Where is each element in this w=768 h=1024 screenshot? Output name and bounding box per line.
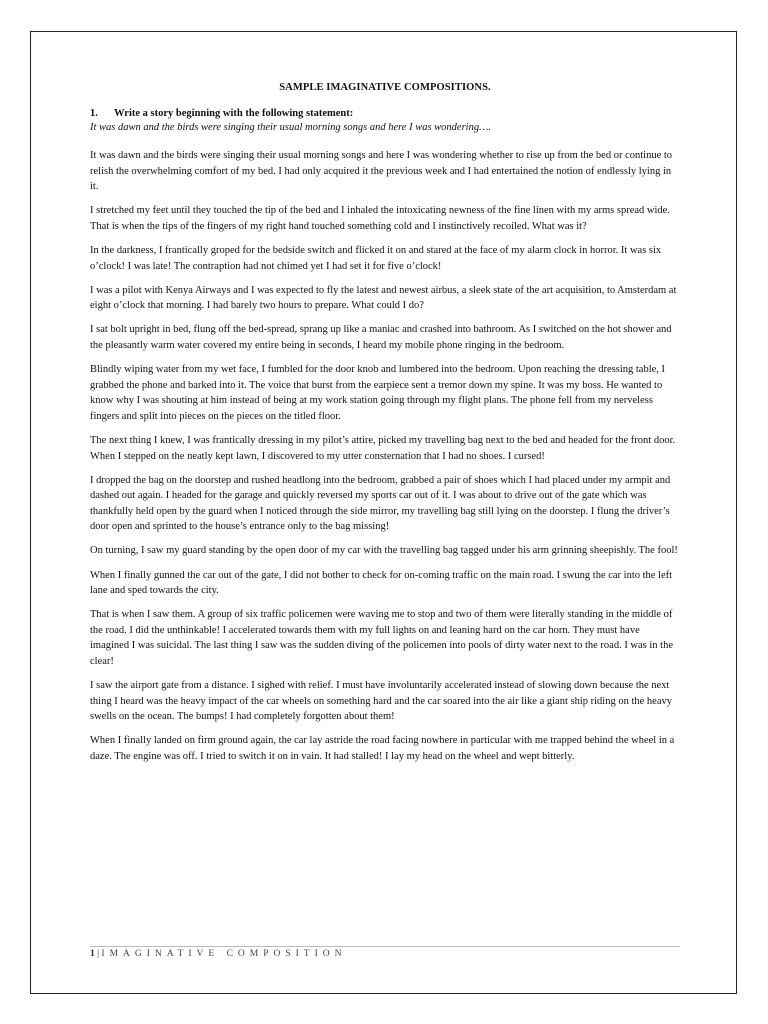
paragraph: Blindly wiping water from my wet face, I fumbled for the door knob and lumbered into the bedroom. Upon reaching the dressing table, I grabbed the phone and barked into it. The voice that burst from the earpiece sent a tremor down my spine. It was my boss. He wanted to know why I was shouting at him instead of being at my work station going through my flight plans. The phone fell from my nerveless fingers and split into pieces on the pieces on the titled floor.	[90, 364, 666, 422]
paragraph: In the darkness, I frantically groped for the bedside switch and flicked it on and stared at the face of my alarm clock in horror. It was six o’clock! I was late! The contraption had not chimed yet I had set it for five o’clock!	[90, 244, 662, 272]
page-footer	[90, 949, 347, 959]
footer-divider	[90, 946, 680, 947]
paragraph: I dropped the bag on the doorstep and rushed headlong into the bedroom, grabbed a pair of shoes which I had placed under my armpit and dashed out again. I headed for the garage and quickly reversed my sports car out of it. I was about to drive out of the gate which was thankfully held open by the guard when I noticed through the side mirror, my travelling bag still lying on the doorstep. I flung the driver’s door open and sprinted to the house’s entrance only to the bag missing!	[90, 474, 671, 533]
document-body	[90, 82, 680, 773]
paragraph: I saw the airport gate from a distance. I sighed with relief. I must have involuntarily accelerated instead of slowing down because the next thing I heard was the heavy impact of the car wheels on something hard and the car soared into the air like a giant ship riding on the heavy swells on the ocean. The bumps! I had completely forgotten about them!	[90, 680, 672, 723]
story-prompt: It was dawn and the birds were singing their usual morning songs and here I was wondering….	[90, 122, 492, 133]
paragraph: I was a pilot with Kenya Airways and I was expected to fly the latest and newest airbus, a sleek state of the art acquisition, to Amsterdam at eight o’clock that morning. I had barely two hours to prepare. What could I do?	[90, 284, 677, 312]
paragraph: On turning, I saw my guard standing by the open door of my car with the travelling bag tagged under his arm grinning sheepishly. The fool!	[90, 545, 678, 557]
question-heading	[90, 107, 680, 121]
paragraph: That is when I saw them. A group of six traffic policemen were waving me to stop and two of them were literally standing in the middle of the road. I did the unthinkable! I accelerated towards them with my full lights on and leaning hard on the car horn. They must have imagined I was suicidal. The last thing I saw was the sudden diving of the policemen into pools of dirty water next to the road. I was in the clear!	[90, 609, 674, 668]
document-title: SAMPLE IMAGINATIVE COMPOSITIONS.	[279, 82, 491, 93]
page-number: 1	[90, 949, 95, 959]
footer-separator: |	[94, 949, 102, 959]
footer-section-title: IMAGINATIVE COMPOSITION	[101, 949, 347, 959]
paragraph: The next thing I knew, I was frantically dressing in my pilot’s attire, picked my travelling bag next to the bed and headed for the front door. When I stepped on the neatly kept lawn, I discovered to my utter consternation that I had no shoes. I cursed!	[90, 434, 676, 462]
question-number: 1.	[90, 108, 98, 119]
paragraph: It was dawn and the birds were singing their usual morning songs and here I was wondering whether to rise up from the bed or continue to relish the overwhelming comfort of my bed. I had only acquired it the previous week and I had entertained the notion of endlessly lying in it.	[90, 150, 673, 193]
paragraph: When I finally gunned the car out of the gate, I did not bother to check for on-coming traffic on the main road. I swung the car into the left lane and sped towards the city.	[90, 569, 673, 597]
paragraph: When I finally landed on firm ground again, the car lay astride the road facing nowhere in particular with me trapped behind the wheel in a daze. The engine was off. I tried to switch it on in vain. It had stalled! I lay my head on the wheel and wept bitterly.	[90, 735, 675, 762]
question-text: Write a story beginning with the following statement:	[114, 108, 354, 119]
paragraph: I sat bolt upright in bed, flung off the bed-spread, sprang up like a maniac and crashed into bathroom. As I switched on the hot shower and the pleasantly warm water covered my entire being in seconds, I heard my mobile phone ringing in the bedroom.	[90, 324, 672, 351]
paragraph: I stretched my feet until they touched the tip of the bed and I inhaled the intoxicating newness of the fine linen with my arms spread wide. That is when the tips of the fingers of my right hand touched something cold and I instinctively recoiled. What was it?	[90, 205, 670, 232]
